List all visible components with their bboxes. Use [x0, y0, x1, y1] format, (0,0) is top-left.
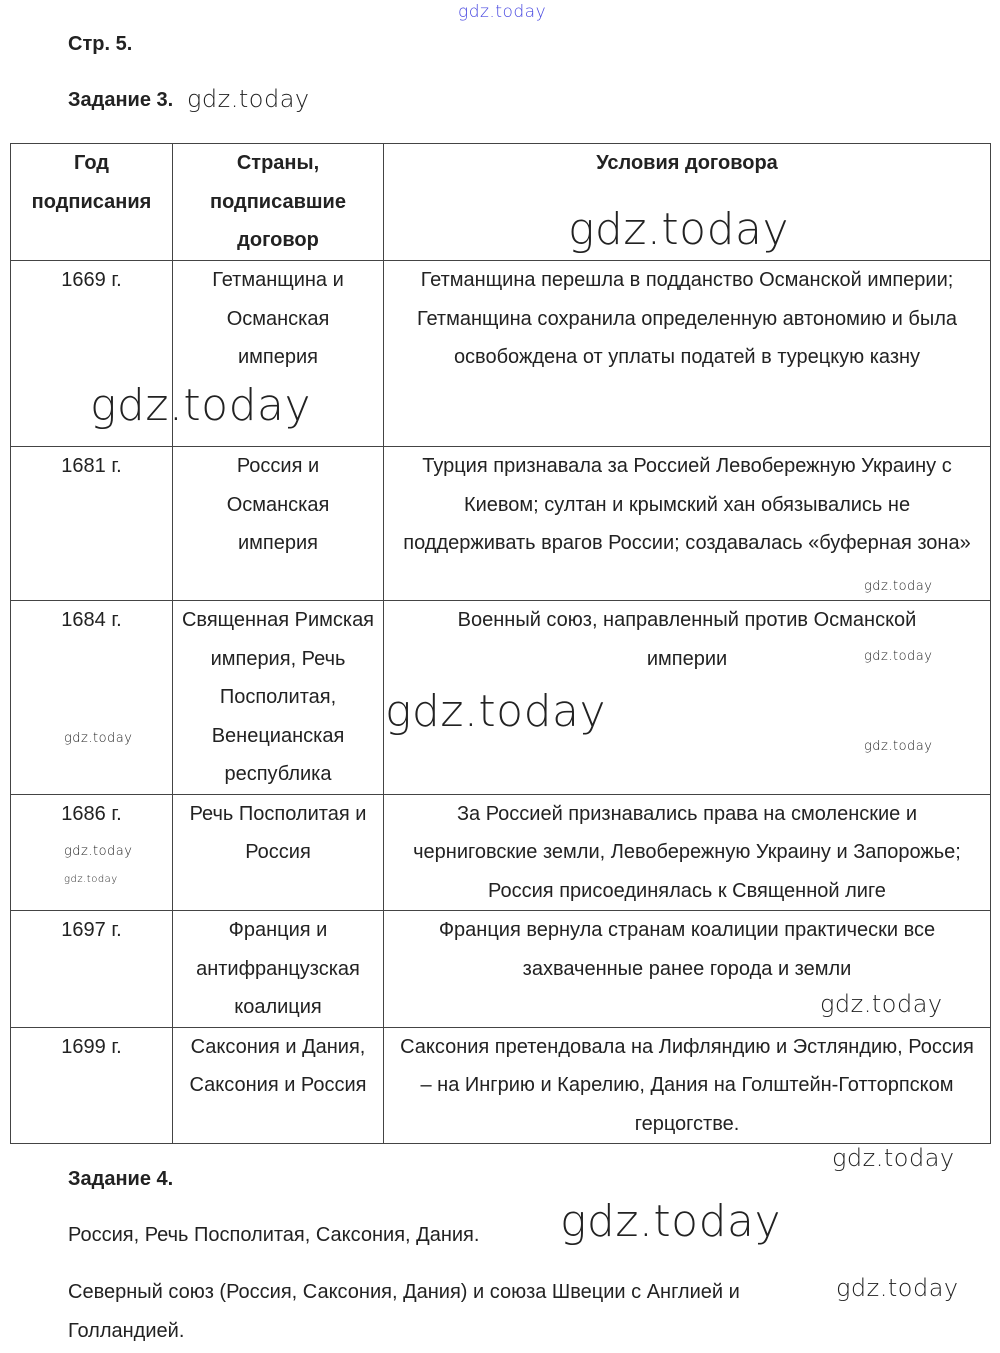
terms-cell: Саксония претендовала на Лифляндию и Эстляндию, Россия – на Ингрию и Карелию, Дания на Голштейн-Готторпском герцогстве.: [384, 1027, 991, 1144]
year-cell: 1697 г.: [11, 911, 173, 1028]
watermark: gdz.today: [836, 1274, 959, 1302]
header-year: Год подписания: [11, 144, 173, 261]
countries-cell: Речь Посполитая и Россия: [173, 794, 384, 911]
countries-cell: Саксония и Дания, Саксония и Россия: [173, 1027, 384, 1144]
header-countries: Страны, подписавшие договор: [173, 144, 384, 261]
year-cell: 1684 г.: [11, 601, 173, 795]
countries-cell: Священная Римская империя, Речь Посполитая, Венецианская республика: [173, 601, 384, 795]
task4-answer-2: Северный союз (Россия, Саксония, Дания) и союза Швеции с Англией и Голландией.: [68, 1281, 740, 1342]
countries-cell: Россия и Османская империя: [173, 447, 384, 601]
terms-cell: Гетманщина перешла в подданство Османской империи; Гетманщина сохранила определенную автономию и была освобождена от уплаты податей в турецкую казну: [384, 261, 991, 447]
year-cell: 1669 г.: [11, 261, 173, 447]
watermark: gdz.today: [832, 1144, 955, 1172]
watermark: gdz.today: [64, 874, 118, 885]
year-cell: 1699 г.: [11, 1027, 173, 1144]
task3-title: Задание 3.: [68, 89, 174, 111]
page-label: Стр. 5.: [68, 33, 133, 55]
countries-cell: Франция и антифранцузская коалиция: [173, 911, 384, 1028]
watermark: gdz.today: [64, 844, 133, 859]
watermark: gdz.today: [568, 204, 790, 255]
watermark: gdz.today: [385, 686, 607, 737]
watermark: gdz.today: [187, 85, 310, 113]
watermark: gdz.today: [820, 990, 943, 1018]
watermark: gdz.today: [64, 731, 133, 746]
year-cell: 1686 г.: [11, 794, 173, 911]
watermark: gdz.today: [864, 739, 933, 754]
table-row: [11, 1027, 991, 1144]
year-cell: 1681 г.: [11, 447, 173, 601]
terms-cell: Военный союз, направленный против Османской империи: [384, 601, 991, 795]
watermark: gdz.today: [90, 380, 312, 431]
terms-cell: Франция вернула странам коалиции практически все захваченные ранее города и земли: [384, 911, 991, 1028]
terms-cell: За Россией признавались права на смоленские и черниговские земли, Левобережную Украину и Запорожье; Россия присоединялась к Священной лиге: [384, 794, 991, 911]
table-row: [11, 447, 991, 601]
watermark: gdz.today: [864, 579, 933, 594]
terms-cell: Турция признавала за Россией Левобережную Украину с Киевом; султан и крымский хан обязывались не поддерживать врагов России; создавалась «буферная зона»: [384, 447, 991, 601]
task4-title: Задание 4.: [68, 1168, 174, 1190]
table-row: [11, 794, 991, 911]
header-terms: Условия договора: [384, 144, 991, 261]
watermark: gdz.today: [864, 649, 933, 664]
task4-answer-1: Россия, Речь Посполитая, Саксония, Дания.: [68, 1224, 480, 1246]
watermark: gdz.today: [458, 2, 547, 22]
countries-cell: Гетманщина и Османская империя: [173, 261, 384, 447]
watermark: gdz.today: [560, 1196, 782, 1247]
